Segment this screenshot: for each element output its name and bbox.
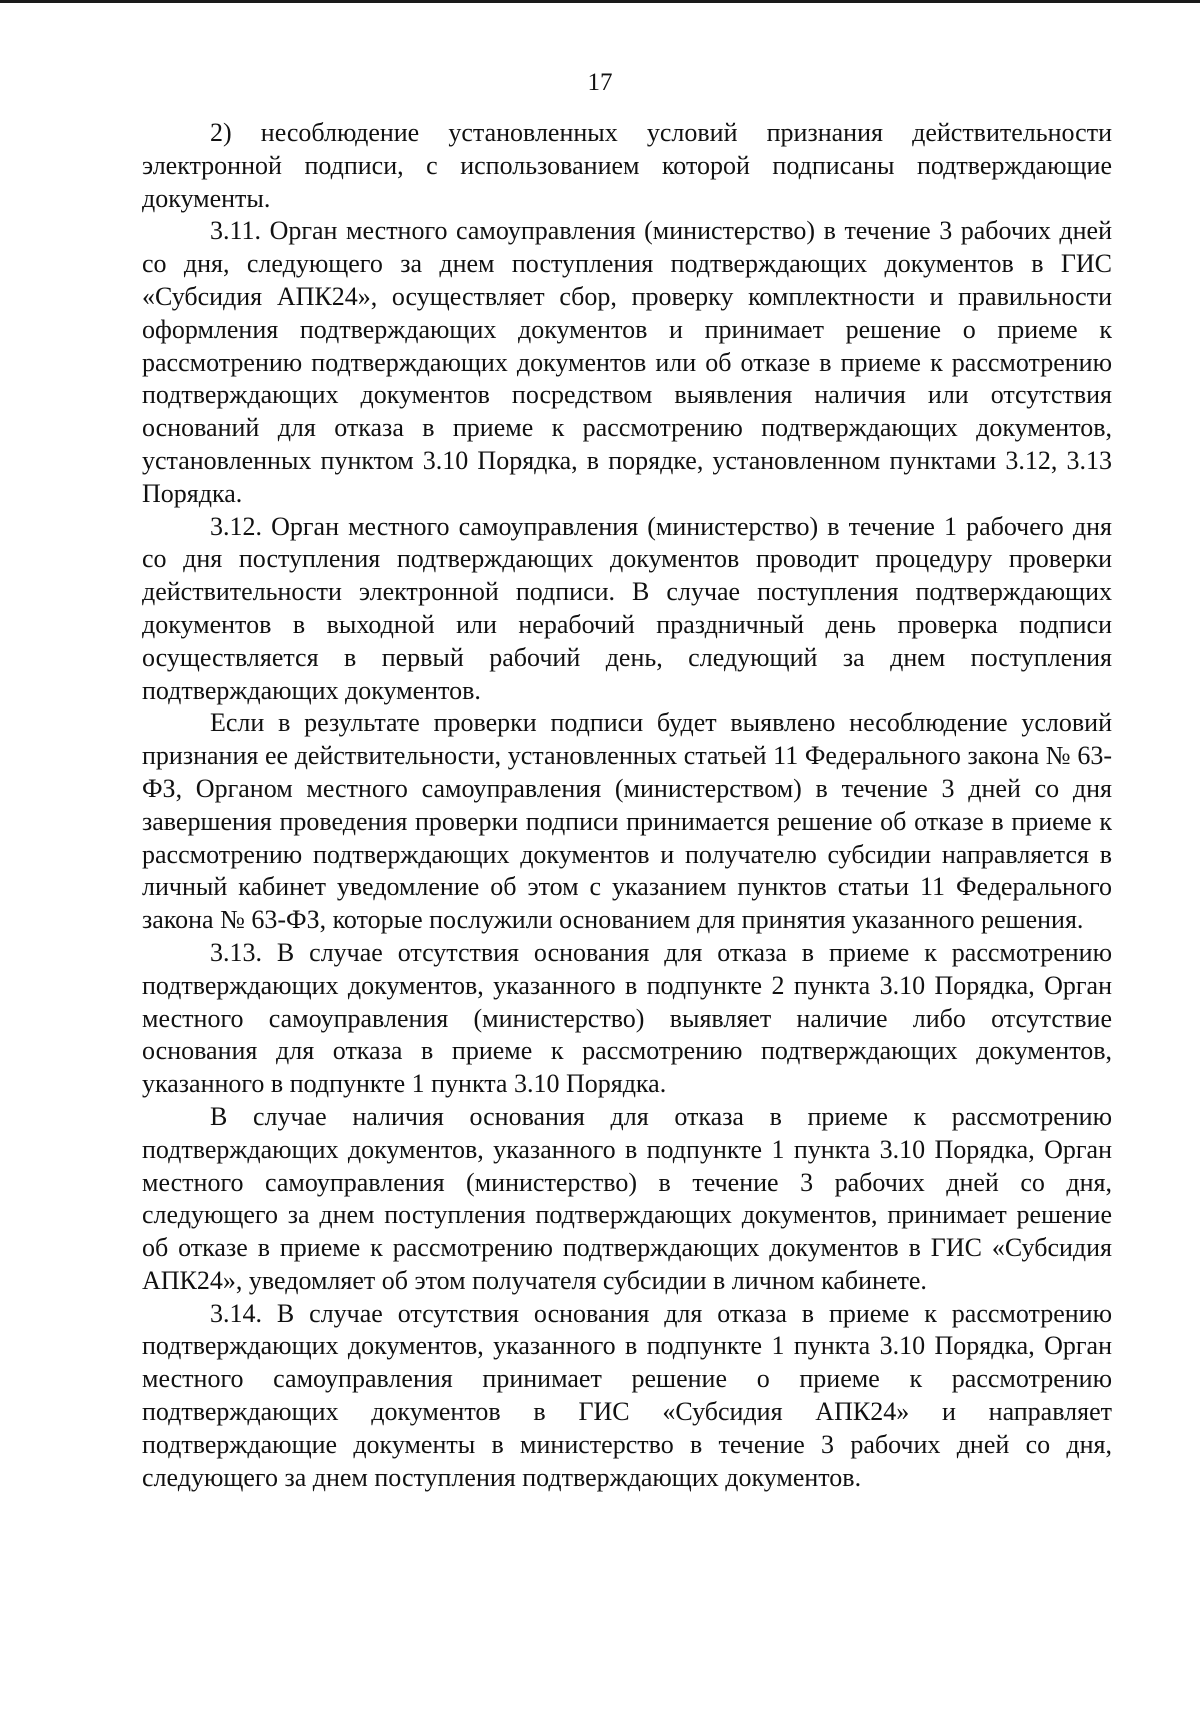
paragraph-item-2-signature-conditions: 2) несоблюдение установленных условий признания действительности электронной подписи, с использованием которой подписаны подтверждающие документы. xyxy=(142,118,1112,213)
scan-top-border xyxy=(0,0,1200,3)
page-number: 17 xyxy=(587,69,613,96)
paragraph-3-12-signature-check-result: Если в результате проверки подписи будет выявлено несоблюдение условий признания ее действительности, установленных статьей 11 Федерального закона № 63-ФЗ, Органом местного самоуправления (министерством) в течение 3 дней со дня завершения проведения проверки подписи принимается решение об отказе в приеме к рассмотрению подтверждающих документов и получателю субсидии направляется в личный кабинет уведомление об этом с указанием пунктов статьи 11 Федерального закона № 63-ФЗ, которые послужили основанием для принятия указанного решения. xyxy=(142,708,1112,935)
paragraph-3-13: 3.13. В случае отсутствия основания для отказа в приеме к рассмотрению подтверждающих документов, указанного в подпункте 2 пункта 3.10 Порядка, Орган местного самоуправления (министерство) выявляет наличие либо отсутствие основания для отказа в приеме к рассмотрению подтверждающих документов, указанного в подпункте 1 пункта 3.10 Порядка. xyxy=(142,937,1112,1099)
paragraph-3-11: 3.11. Орган местного самоуправления (министерство) в течение 3 рабочих дней со дня, следующего за днем поступления подтверждающих документов в ГИС «Субсидия АПК24», осуществляет сбор, проверку комплектности и правильности оформления подтверждающих документов и принимает решение о приеме к рассмотрению подтверждающих документов или об отказе в приеме к рассмотрению подтверждающих документов посредством выявления наличия или отсутствия оснований для отказа в приеме к рассмотрению подтверждающих документов, установленных пунктом 3.10 Порядка, в порядке, установленном пунктами 3.12, 3.13 Порядка. xyxy=(142,216,1112,508)
paragraph-3-12: 3.12. Орган местного самоуправления (министерство) в течение 1 рабочего дня со дня поступления подтверждающих документов проводит процедуру проверки действительности электронной подписи. В случае поступления подтверждающих документов в выходной или нерабочий праздничный день проверка подписи осуществляется в первый рабочий день, следующий за днем поступления подтверждающих документов. xyxy=(142,511,1112,705)
document-body xyxy=(142,117,1112,1494)
paragraph-3-13-refusal-case: В случае наличия основания для отказа в приеме к рассмотрению подтверждающих документов, указанного в подпункте 1 пункта 3.10 Порядка, Орган местного самоуправления (министерство) в течение 3 рабочих дней со дня, следующего за днем поступления подтверждающих документов, принимает решение об отказе в приеме к рассмотрению подтверждающих документов в ГИС «Субсидия АПК24», уведомляет об этом получателя субсидии в личном кабинете. xyxy=(142,1101,1112,1295)
paragraph-3-14: 3.14. В случае отсутствия основания для отказа в приеме к рассмотрению подтверждающих документов, указанного в подпункте 1 пункта 3.10 Порядка, Орган местного самоуправления принимает решение о приеме к рассмотрению подтверждающих документов в ГИС «Субсидия АПК24» и направляет подтверждающие документы в министерство в течение 3 рабочих дней со дня, следующего за днем поступления подтверждающих документов. xyxy=(142,1298,1112,1492)
